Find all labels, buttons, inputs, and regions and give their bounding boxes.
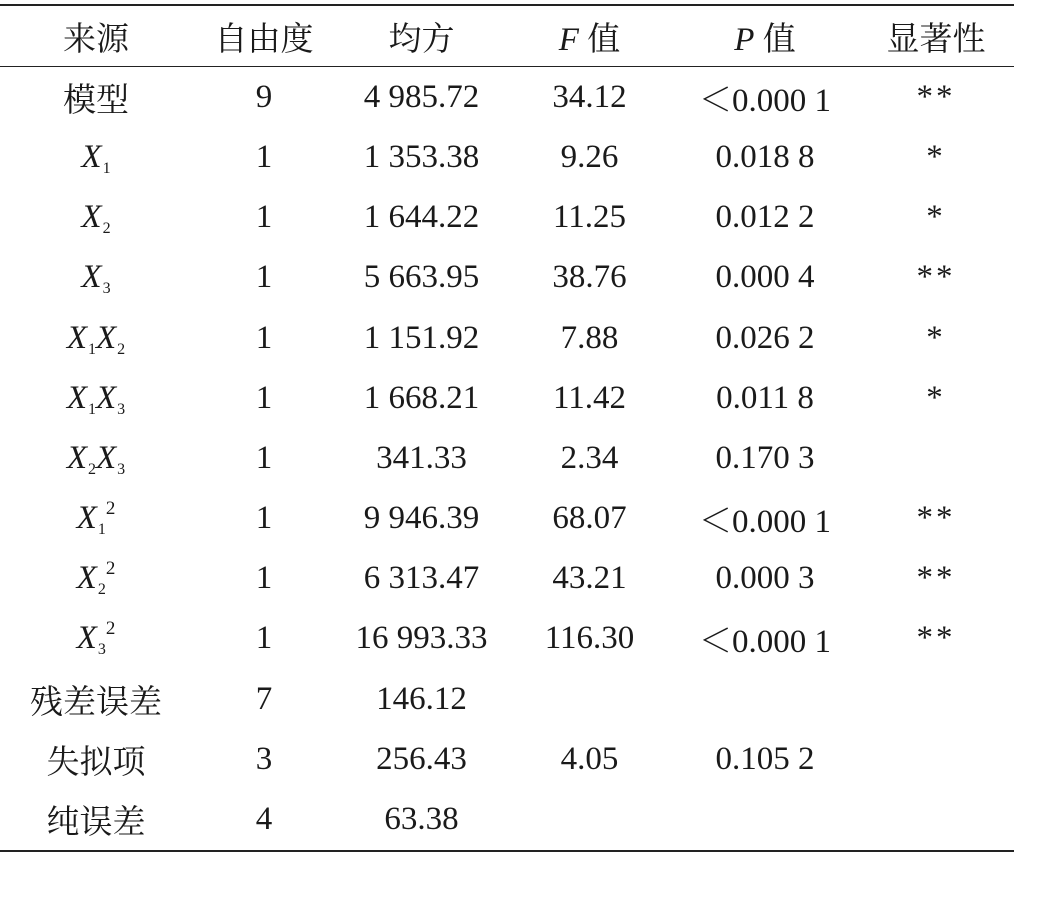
cell-p-value: 0.011 8 xyxy=(716,379,814,416)
cell-significance xyxy=(858,729,1014,789)
cell-df: 1 xyxy=(255,620,273,657)
table-row xyxy=(0,188,1014,248)
cell-significance: * xyxy=(926,379,946,416)
cell-df: 9 xyxy=(255,78,273,115)
header-p-suffix: 值 xyxy=(762,21,796,58)
table-row xyxy=(0,248,1014,308)
cell-f-value: 34.12 xyxy=(552,78,627,115)
cell-significance xyxy=(858,669,1014,729)
cell-f-value: 7.88 xyxy=(560,319,619,356)
cell-p-value xyxy=(672,789,858,850)
cell-f-value: 9.26 xyxy=(560,138,619,175)
source-part: X xyxy=(81,259,102,296)
cell-source xyxy=(0,67,192,128)
cell-p-value: 0.012 2 xyxy=(715,199,815,236)
cell-source xyxy=(0,729,192,789)
source-part: 3 xyxy=(97,641,106,659)
cell-f-value xyxy=(507,789,672,850)
cell-p-value: ＜0.000 1 xyxy=(699,624,831,661)
cell-ms: 16 993.33 xyxy=(355,620,488,657)
cell-df: 1 xyxy=(255,199,273,236)
header-row xyxy=(0,5,1014,67)
cell-df: 4 xyxy=(255,801,273,838)
cell-source xyxy=(0,127,192,187)
cell-f-value: 2.34 xyxy=(560,439,619,476)
cell-df: 7 xyxy=(255,680,273,717)
cell-ms: 146.12 xyxy=(376,680,467,717)
table-row xyxy=(0,67,1014,128)
cell-ms: 341.33 xyxy=(376,439,467,476)
header-f-symbol: F xyxy=(558,21,579,58)
source-part: X xyxy=(96,319,117,356)
table-row xyxy=(0,549,1014,609)
cell-df: 1 xyxy=(255,319,273,356)
cell-source xyxy=(0,609,192,669)
cell-df: 1 xyxy=(255,439,273,476)
source-part: 2 xyxy=(105,498,116,520)
cell-p-value: 0.000 4 xyxy=(715,259,815,296)
cell-p-value: ＜0.000 1 xyxy=(699,82,831,119)
source-part: 纯误差 xyxy=(46,805,146,842)
cell-significance: * xyxy=(926,319,946,356)
source-part: 模型 xyxy=(63,82,129,119)
cell-ms: 4 985.72 xyxy=(363,78,480,115)
cell-p-value: 0.000 3 xyxy=(715,560,815,597)
cell-df: 1 xyxy=(255,259,273,296)
source-part: 2 xyxy=(88,460,96,478)
cell-ms: 1 644.22 xyxy=(363,199,480,236)
source-part: X xyxy=(66,379,87,416)
source-part: X xyxy=(76,620,97,657)
source-part: 1 xyxy=(97,521,106,539)
cell-ms: 9 946.39 xyxy=(363,500,480,537)
cell-df: 1 xyxy=(255,500,273,537)
source-part: 3 xyxy=(102,280,111,298)
source-part: X xyxy=(66,319,87,356)
source-part: X xyxy=(81,138,102,175)
header-ms: 均方 xyxy=(388,21,455,58)
table-row xyxy=(0,789,1014,850)
cell-ms: 5 663.95 xyxy=(363,259,480,296)
cell-source xyxy=(0,789,192,850)
header-p-symbol: P xyxy=(734,21,755,58)
cell-source xyxy=(0,428,192,488)
header-f-suffix: 值 xyxy=(587,21,621,58)
cell-source xyxy=(0,669,192,729)
cell-f-value: 4.05 xyxy=(560,740,619,777)
header-p-value xyxy=(672,5,858,67)
cell-p-value: 0.026 2 xyxy=(715,319,815,356)
cell-df: 1 xyxy=(255,379,273,416)
source-part: 3 xyxy=(117,400,126,418)
cell-p-value xyxy=(672,669,858,729)
source-part: 1 xyxy=(88,400,96,418)
cell-f-value: 116.30 xyxy=(544,620,635,657)
table-row xyxy=(0,669,1014,729)
cell-source xyxy=(0,549,192,609)
cell-p-value: ＜0.000 1 xyxy=(699,504,831,541)
cell-significance: * xyxy=(926,138,946,175)
source-part: 1 xyxy=(102,159,111,177)
source-part: 2 xyxy=(97,581,106,599)
cell-f-value: 11.25 xyxy=(552,199,627,236)
header-source: 来源 xyxy=(63,21,129,58)
header-significance: 显著性 xyxy=(886,21,986,58)
table-body xyxy=(0,67,1014,851)
source-part: 2 xyxy=(105,558,116,580)
cell-significance: ** xyxy=(916,500,956,537)
cell-f-value: 38.76 xyxy=(552,259,627,296)
cell-significance: ** xyxy=(916,78,956,115)
source-part: 残差误差 xyxy=(30,684,162,721)
cell-p-value: 0.018 8 xyxy=(715,138,815,175)
cell-df: 1 xyxy=(255,560,273,597)
header-df: 自由度 xyxy=(214,21,314,58)
cell-f-value: 11.42 xyxy=(552,379,627,416)
cell-p-value: 0.170 3 xyxy=(715,439,815,476)
table-row xyxy=(0,368,1014,428)
cell-ms: 256.43 xyxy=(376,740,467,777)
table-row xyxy=(0,609,1014,669)
cell-source xyxy=(0,308,192,368)
source-part: 2 xyxy=(105,618,116,640)
source-part: X xyxy=(81,199,102,236)
cell-df: 1 xyxy=(255,138,273,175)
cell-significance: ** xyxy=(916,259,956,296)
source-part: X xyxy=(96,439,117,476)
cell-f-value: 68.07 xyxy=(552,500,627,537)
cell-source xyxy=(0,188,192,248)
source-part: X xyxy=(76,560,97,597)
cell-significance: * xyxy=(926,199,946,236)
cell-ms: 1 353.38 xyxy=(363,138,480,175)
table-row xyxy=(0,127,1014,187)
cell-df: 3 xyxy=(255,740,273,777)
cell-significance xyxy=(858,789,1014,850)
source-part: 失拟项 xyxy=(46,744,146,781)
table-row xyxy=(0,729,1014,789)
cell-ms: 1 668.21 xyxy=(363,379,480,416)
cell-ms: 63.38 xyxy=(384,801,459,838)
table-row xyxy=(0,308,1014,368)
source-part: 1 xyxy=(88,340,96,358)
table-header xyxy=(0,5,1014,67)
cell-significance: ** xyxy=(916,620,956,657)
table-row xyxy=(0,428,1014,488)
cell-p-value: 0.105 2 xyxy=(715,740,815,777)
cell-source xyxy=(0,248,192,308)
cell-ms: 1 151.92 xyxy=(363,319,480,356)
cell-source xyxy=(0,489,192,549)
header-f-value xyxy=(507,5,672,67)
cell-ms: 6 313.47 xyxy=(363,560,480,597)
cell-significance: ** xyxy=(916,560,956,597)
source-part: 2 xyxy=(117,340,126,358)
cell-source xyxy=(0,368,192,428)
source-part: X xyxy=(76,500,97,537)
source-part: X xyxy=(66,439,87,476)
cell-significance xyxy=(858,428,1014,488)
anova-table xyxy=(0,4,1014,852)
source-part: X xyxy=(96,379,117,416)
table-row xyxy=(0,489,1014,549)
cell-f-value: 43.21 xyxy=(552,560,627,597)
source-part: 2 xyxy=(102,220,111,238)
source-part: 3 xyxy=(117,460,126,478)
cell-f-value xyxy=(507,669,672,729)
